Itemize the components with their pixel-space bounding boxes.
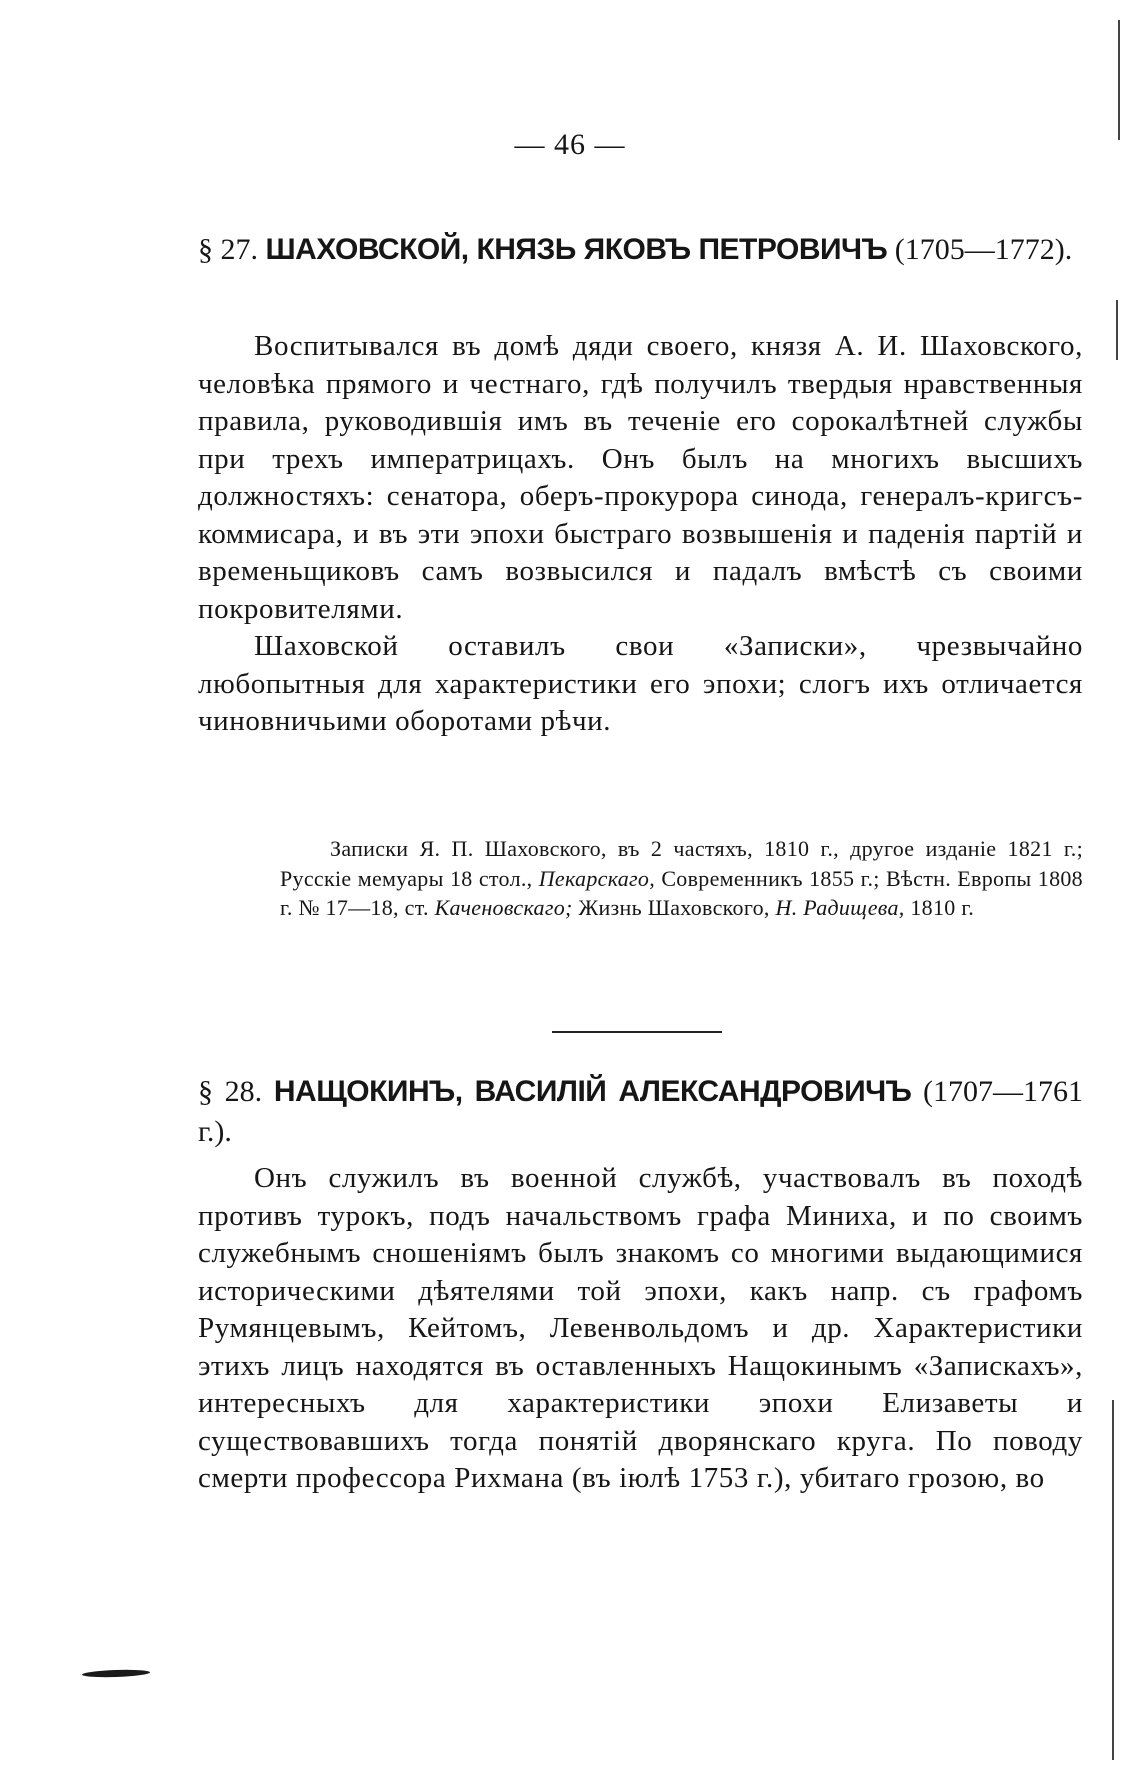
bib-text-4: 1810 г. [904,895,975,920]
section-28-title: НАЩОКИНЪ, ВАСИЛІЙ АЛЕКСАНДРОВИЧЪ [273,1075,912,1108]
bib-text-3: Жизнь Шаховского, [572,895,776,920]
section-28-mark: § 28. [198,1075,263,1108]
bibliography-paragraph [280,834,1083,923]
bib-text-2: Современникъ 1855 г.; Вѣстн. Европы 1808 г. № 17—18, ст. [280,865,1083,920]
scan-edge-mark [1116,300,1118,360]
section-28-years: (1707—1761 г.). [198,1075,1084,1148]
scan-edge-mark [1112,1400,1114,1760]
section-27-bibliography [280,834,1083,923]
scan-edge-mark [1118,20,1120,140]
section-28-body [198,1160,1083,1498]
bib-author-pekarsky: Пекарскаго, [538,865,656,891]
section-27-heading [198,230,1083,270]
section-27-years: (1705—1772). [894,233,1073,266]
bib-text-1: Записки Я. П. Шаховского, въ 2 частяхъ, 1810 г., другое изданіе 1821 г.; Русскіе мемуары 18 стол., [280,836,1083,891]
section-divider [552,1031,722,1033]
ink-smudge [82,1669,150,1678]
bib-author-radishchev: Н. Радищева, [775,895,905,920]
section-27-paragraph-1: Воспитывался въ домѣ дяди своего, князя А. И. Шаховского, человѣка прямого и честнаго, гдѣ получилъ твердыя нравственныя правила, руководившія имъ въ теченіе его сорокалѣтней службы при трехъ императрицахъ. Онъ былъ на многихъ высшихъ должностяхъ: сенатора, оберъ-прокурора синода, генералъ-кригсъ-коммисара, и въ эти эпохи быстраго возвышенія и паденія партій и временьщиковъ самъ возвысился и падалъ вмѣстѣ съ своими покровителями. [198,330,1083,625]
section-27-title: ШАХОВСКОЙ, КНЯЗЬ ЯКОВЪ ПЕТРОВИЧЪ [265,233,888,266]
section-28-paragraph-1: Онъ служилъ въ военной службѣ, участвовалъ въ походѣ противъ турокъ, подъ начальствомъ графа Миниха, и по своимъ служебнымъ сношеніямъ былъ знакомъ со многими выдающимися историческими дѣятелями той эпохи, какъ напр. съ графомъ Румянцевымъ, Кейтомъ, Левенвольдомъ и др. Характеристики этихъ лицъ находятся въ оставленныхъ Нащокинымъ «Запискахъ», интересныхъ для характеристики эпохи Елизаветы и существовавшихъ тогда понятій дворянскаго круга. По поводу смерти профессора Рихмана (въ іюлѣ 1753 г.), убитаго грозою, во [198,1162,1083,1494]
section-27-body [198,328,1083,741]
section-27-mark: § 27. [198,233,258,266]
section-27-paragraph-2: Шаховской оставилъ свои «Записки», чрезвычайно любопытныя для характеристики его эпохи; слогъ ихъ отличается чиновничьими оборотами рѣчи. [198,630,1083,737]
bib-author-kachenovsky: Каченовскаго; [434,895,573,920]
section-28-heading [198,1072,1083,1152]
page-number: — 46 — [514,128,626,161]
